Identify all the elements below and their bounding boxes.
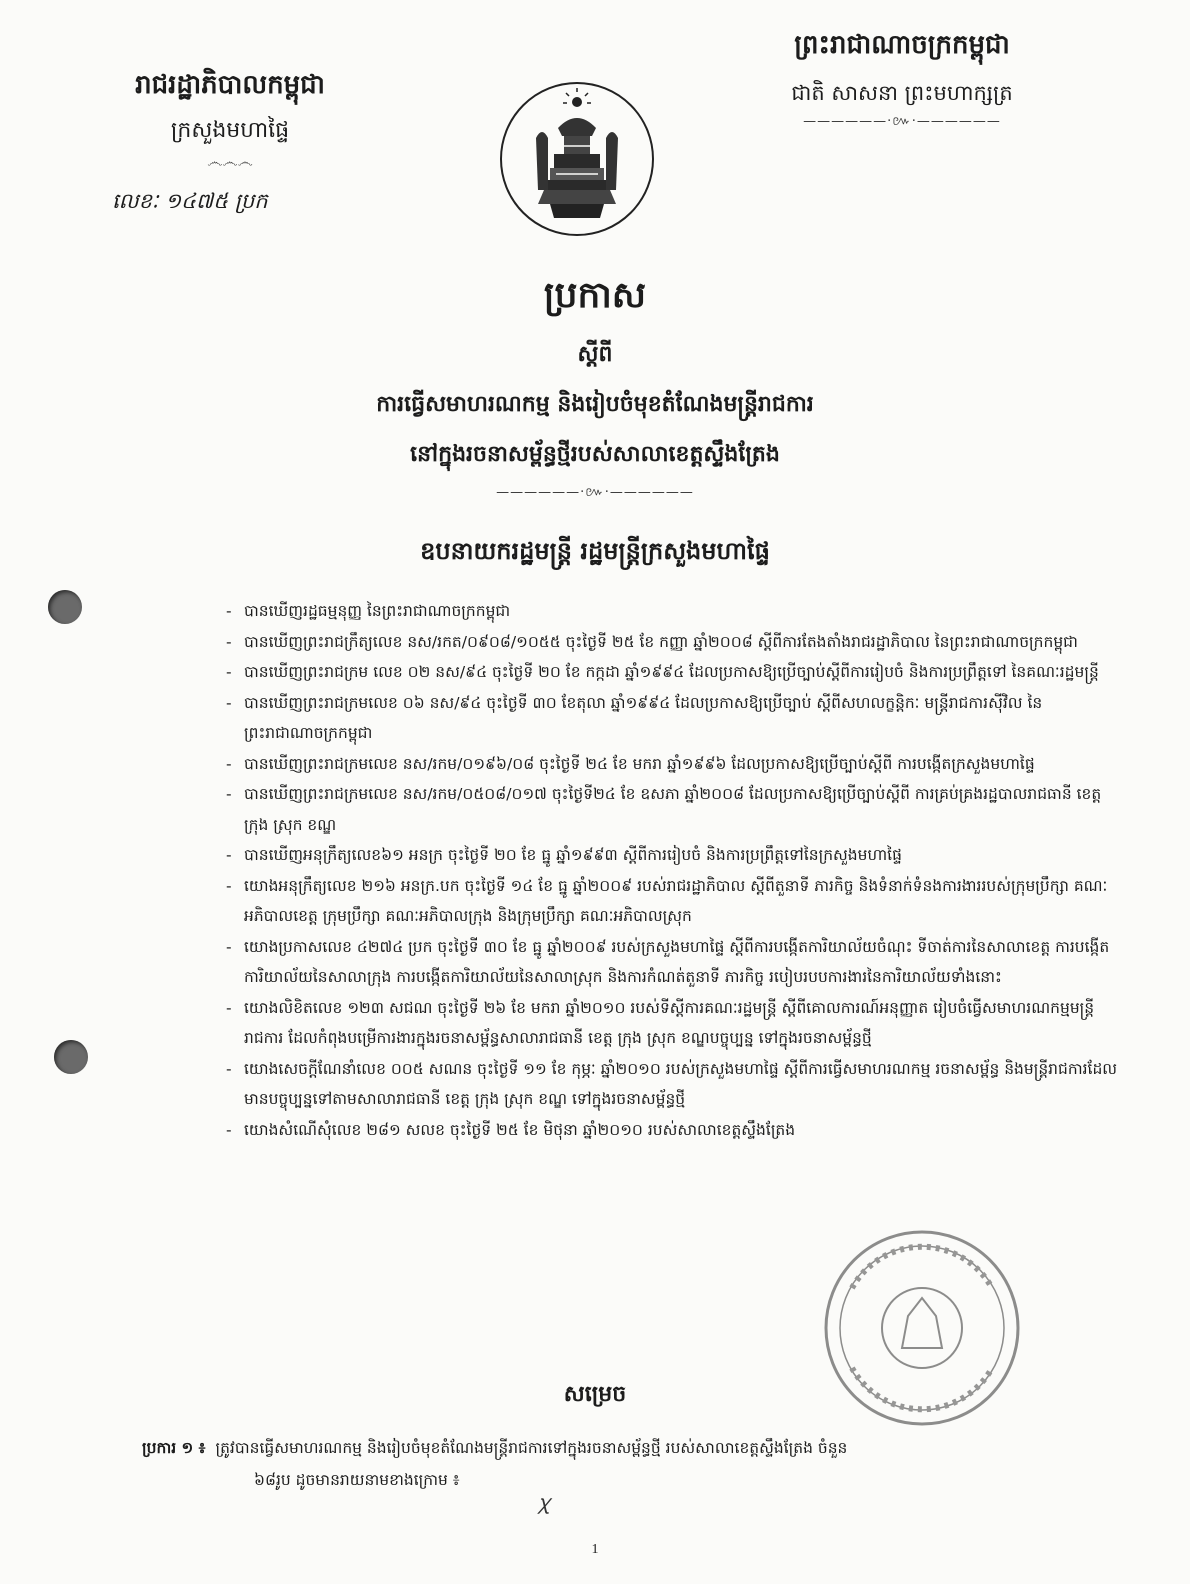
issuing-authority: ឧបនាយករដ្ឋមន្ត្រី រដ្ឋមន្ត្រីក្រសួងមហាផ្ទៃ [420, 537, 770, 565]
decision-heading: សម្រេច [563, 1382, 627, 1407]
page-number: 1 [591, 1542, 599, 1557]
initial-mark: ꭓ [538, 1490, 550, 1514]
preamble-item: - បានឃើញព្រះរាជក្រម លេខ ០២ នស/៩៤ ចុះថ្ងៃទី ២០ ខែ កក្កដា ឆ្នាំ១៩៩៤ ដែលប្រកាសឱ្យប្រើច្បាប់ស្ដីពីការរៀបចំ និងការប្រព្រឹត្តទៅ នៃគណៈរដ្ឋមន្ត្រី [222, 657, 1122, 688]
preamble-item: - យោងសេចក្ដីណែនាំលេខ ០០៥ សណន ចុះថ្ងៃទី ១១ ខែ កុម្ភៈ ឆ្នាំ២០១០ របស់ក្រសួងមហាផ្ទៃ ស្ដីពីការធ្វើសមាហរណកម្ម រចនាសម្ព័ន្ធ និងមន្ត្រីរាជការដែលមានបច្ចុប្បន្នទៅតាមសាលារាជធានី ខេត្ត ក្រុង ស្រុក ខណ្ឌ ទៅក្នុងរចនាសម្ព័ន្ធថ្មី [222, 1054, 1122, 1115]
header-left [100, 68, 360, 172]
royal-emblem-icon [498, 80, 656, 238]
national-motto: ជាតិ សាសនា ព្រះមហាក្សត្រ [791, 81, 1013, 105]
preamble-item: - បានឃើញព្រះរាជក្រមលេខ នស/រកម/០១៩៦/០៨ ចុះថ្ងៃទី ២៤ ខែ មករា ឆ្នាំ១៩៩៦ ដែលប្រកាសឱ្យប្រើច្បាប់ស្ដីពី ការបង្កើតក្រសួងមហាផ្ទៃ [222, 749, 1122, 780]
punch-hole-bottom [54, 1040, 88, 1074]
subject-intro: ស្ដីពី [577, 342, 613, 367]
preamble-item: - យោងសំណើសុំលេខ ២៨១ សលខ ចុះថ្ងៃទី ២៥ ខែ មិថុនា ឆ្នាំ២០១០ របស់សាលាខេត្តស្ទឹងត្រែង [222, 1115, 1122, 1146]
preamble-item: - យោងអនុក្រឹត្យលេខ ២១៦ អនក្រ.បក ចុះថ្ងៃទី ១៤ ខែ ធ្នូ ឆ្នាំ២០០៩ របស់រាជរដ្ឋាភិបាល ស្ដីពីតួនាទី ភារកិច្ច និងទំនាក់ទំនងការងាររបស់ក្រុមប្រឹក្សា គណៈអភិបាលខេត្ត ក្រុមប្រឹក្សា គណៈអភិបាលក្រុង និងក្រុមប្រឹក្សា គណៈអភិបាលស្រុក [222, 871, 1122, 932]
kingdom-name: ព្រះរាជាណាចក្រកម្ពុជា [794, 30, 1010, 60]
header-right [732, 28, 1072, 132]
preamble-item: - បានឃើញរដ្ឋធម្មនុញ្ញ នៃព្រះរាជាណាចក្រកម្ពុជា [222, 596, 1122, 627]
preamble-item: - បានឃើញអនុក្រឹត្យលេខ៦១ អនក្រ ចុះថ្ងៃទី ២០ ខែ ធ្នូ ឆ្នាំ១៩៩៣ ស្ដីពីការរៀបចំ និងការប្រព្រឹត្តទៅនៃក្រសួងមហាផ្ទៃ [222, 840, 1122, 871]
government-name: រាជរដ្ឋាភិបាលកម្ពុជា [135, 70, 325, 100]
article-text-continued: ៦៨រូប ដូចមានរាយនាមខាងក្រោម ៖ [254, 1471, 460, 1489]
preamble-item: - បានឃើញព្រះរាជក្រឹត្យលេខ នស/រកត/០៩០៨/១០៥៥ ចុះថ្ងៃទី ២៥ ខែ កញ្ញា ឆ្នាំ២០០៨ ស្ដីពីការតែងតាំងរាជរដ្ឋាភិបាល នៃព្រះរាជាណាចក្រកម្ពុជា [222, 627, 1122, 658]
ornament-divider: ——————·៚·—————— [496, 485, 694, 500]
article-text: ត្រូវបានធ្វើសមាហរណកម្ម និងរៀបចំមុខតំណែងមន្ត្រីរាជការទៅក្នុងរចនាសម្ព័ន្ធថ្មី របស់សាលាខេត្តស្ទឹងត្រែង ចំនួន [215, 1439, 848, 1457]
preamble-item: - យោងលិខិតលេខ ១២៣ សជណ ចុះថ្ងៃទី ២៦ ខែ មករា ឆ្នាំ២០១០ របស់ទីស្ដីការគណៈរដ្ឋមន្ត្រី ស្ដីពីគោលការណ៍អនុញ្ញាត រៀបចំធ្វើសមាហរណកម្មមន្ត្រីរាជការ ដែលកំពុងបម្រើការងារក្នុងរចនាសម្ព័ន្ធសាលារាជធានី ខេត្ត ក្រុង ស្រុក ខណ្ឌបច្ចុប្បន្ន ទៅក្នុងរចនាសម្ព័ន្ធថ្មី [222, 993, 1122, 1054]
article-label: ប្រការ ១ ៖ [142, 1439, 206, 1457]
document-title: ប្រកាស [543, 275, 647, 316]
reference-number: លេខៈ ១៤៧៥ ប្រក [112, 189, 268, 213]
subject-line-1: ការធ្វើសមាហរណកម្ម និងរៀបចំមុខតំណែងមន្ត្រីរាជការ [376, 392, 814, 417]
subject-line-2: នៅក្នុងរចនាសម្ព័ន្ធថ្មីរបស់សាលាខេត្តស្ទឹងត្រែង [410, 442, 780, 467]
preamble-item: - យោងប្រកាសលេខ ៤២៧៤ ប្រក ចុះថ្ងៃទី ៣០ ខែ ធ្នូ ឆ្នាំ២០០៩ របស់ក្រសួងមហាផ្ទៃ ស្ដីពីការបង្កើតការិយាល័យចំណុះ ទីចាត់ការនៃសាលាខេត្ត ការបង្កើតការិយាល័យនៃសាលាក្រុង ការបង្កើតការិយាល័យនៃសាលាស្រុក និងការកំណត់តួនាទី ភារកិច្ច របៀបរបបការងារនៃការិយាល័យទាំងនោះ [222, 932, 1122, 993]
preamble-item: - បានឃើញព្រះរាជក្រមលេខ ០៦ នស/៩៤ ចុះថ្ងៃទី ៣០ ខែតុលា ឆ្នាំ១៩៩៤ ដែលប្រកាសឱ្យប្រើច្បាប់ ស្ដីពីសហលក្ខន្តិកៈ មន្ត្រីរាជការស៊ីវិល នៃព្រះរាជាណាចក្រកម្ពុជា [222, 688, 1122, 749]
preamble-list [222, 596, 1122, 1145]
punch-hole-top [48, 590, 82, 624]
ornament-divider: ෴෴෴ [207, 152, 253, 171]
article-1 [142, 1432, 1122, 1496]
ministry-name: ក្រសួងមហាផ្ទៃ [170, 118, 290, 143]
preamble-item: - បានឃើញព្រះរាជក្រមលេខ នស/រកម/០៥០៨/០១៧ ចុះថ្ងៃទី២៤ ខែ ឧសភា ឆ្នាំ២០០៨ ដែលប្រកាសឱ្យប្រើច្បាប់ស្ដីពី ការគ្រប់គ្រងរដ្ឋបាលរាជធានី ខេត្ត ក្រុង ស្រុក ខណ្ឌ [222, 779, 1122, 840]
ornament-divider: ——————·៚·—————— [803, 114, 1001, 129]
